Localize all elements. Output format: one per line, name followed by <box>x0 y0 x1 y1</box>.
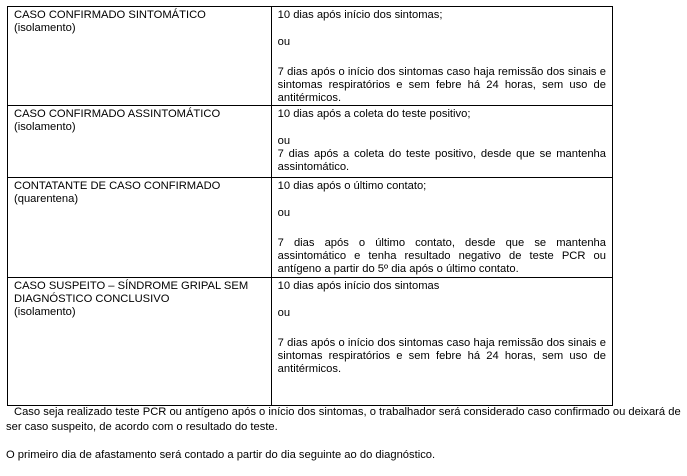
duration-cell <box>271 178 612 278</box>
condition-type-label: (isolamento) <box>14 306 76 318</box>
note-first-day: O primeiro dia de afastamento será contado a partir do dia seguinte ao do diagnóstico. <box>6 449 436 461</box>
condition-name: CASO CONFIRMADO SINTOMÁTICO <box>14 9 206 21</box>
table-row <box>8 106 613 178</box>
condition-type-label: (quarentena) <box>14 193 79 205</box>
condition-cell <box>8 7 272 106</box>
table-row <box>8 178 613 278</box>
duration-option-1: 10 dias após o último contato; <box>277 180 427 192</box>
duration-option-2: 7 dias após o início dos sintomas caso haja remissão dos sinais e sintomas respiratórios e sem febre há 24 horas, sem uso de antitérmicos. <box>277 337 606 375</box>
duration-option-1: 10 dias após a coleta do teste positivo; <box>277 108 471 120</box>
note-test-result: Caso seja realizado teste PCR ou antígeno após o início dos sintomas, o trabalhador será considerado caso confirmado ou deixará de ser caso suspeito, de acordo com o resultado do teste. <box>6 406 681 433</box>
condition-name: CASO CONFIRMADO ASSINTOMÁTICO <box>14 108 221 120</box>
condition-cell <box>8 106 272 178</box>
duration-option-1: 10 dias após início dos sintomas <box>277 280 440 292</box>
isolation-rules-table <box>7 6 613 406</box>
or-separator: ou <box>277 307 291 319</box>
condition-type-label: (isolamento) <box>14 121 76 133</box>
or-separator: ou <box>277 135 291 147</box>
duration-cell <box>271 7 612 106</box>
or-separator: ou <box>277 207 291 219</box>
duration-cell <box>271 278 612 406</box>
table-row <box>8 278 613 406</box>
condition-name: CASO SUSPEITO – SÍNDROME GRIPAL SEM DIAGNÓSTICO CONCLUSIVO <box>14 280 249 305</box>
duration-option-1: 10 dias após início dos sintomas; <box>277 9 443 21</box>
duration-option-2: 7 dias após o último contato, desde que se mantenha assintomático e tenha resultado negativo de teste PCR ou antígeno a partir do 5º dia após o último contato. <box>277 237 606 275</box>
condition-type-label: (isolamento) <box>14 22 76 34</box>
or-separator: ou <box>277 36 291 48</box>
duration-option-2: 7 dias após a coleta do teste positivo, desde que se mantenha assintomático. <box>277 148 606 173</box>
condition-cell <box>8 178 272 278</box>
table-row <box>8 7 613 106</box>
duration-cell <box>271 106 612 178</box>
condition-name: CONTATANTE DE CASO CONFIRMADO <box>14 180 221 192</box>
condition-cell <box>8 278 272 406</box>
duration-option-2: 7 dias após o início dos sintomas caso haja remissão dos sinais e sintomas respiratórios e sem febre há 24 horas, sem uso de antitérmicos. <box>277 66 606 104</box>
